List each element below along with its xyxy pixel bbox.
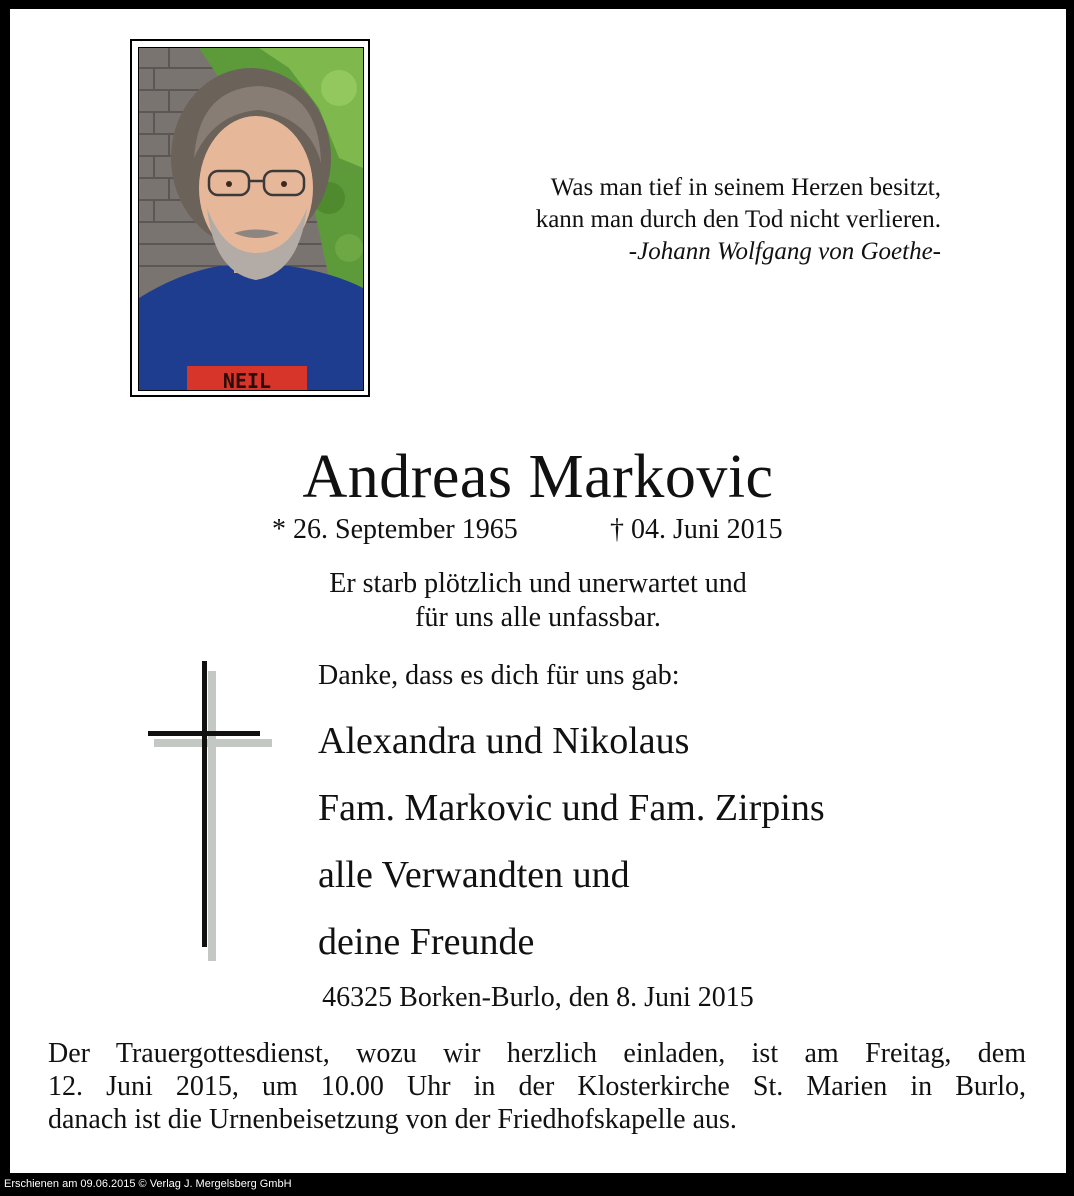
quote-line-2: kann man durch den Tod nicht verlieren. [535, 206, 941, 233]
portrait-photo [138, 47, 364, 391]
publication-footer: Erschienen am 09.06.2015 © Verlag J. Mergelsberg GmbH [4, 1178, 292, 1190]
service-line-1: Der Trauergottesdienst, wozu wir herzlich einladen, ist am Freitag, dem [48, 1038, 1026, 1069]
shirt-text: NEIL [222, 369, 272, 390]
obituary-card [10, 9, 1066, 1173]
portrait-frame [130, 39, 370, 397]
service-line-3: danach ist die Urnenbeisetzung von der Friedhofskapelle aus. [48, 1104, 737, 1135]
mourner-item: alle Verwandten und [318, 854, 630, 896]
death-date: † 04. Juni 2015 [610, 514, 783, 545]
quote [536, 172, 941, 268]
condolence-message [10, 567, 1066, 635]
service-line-2: 12. Juni 2015, um 10.00 Uhr in der Klosterkirche St. Marien in Burlo, [48, 1071, 1026, 1102]
quote-author: -Johann Wolfgang von Goethe- [628, 238, 941, 265]
birth-date: * 26. September 1965 [272, 514, 518, 545]
mourner-item: Alexandra und Nikolaus [318, 720, 690, 762]
thanks-line: Danke, dass es dich für uns gab: [318, 660, 680, 691]
mourners-list [318, 712, 825, 980]
service-info [48, 1037, 1026, 1136]
mourner-item: deine Freunde [318, 921, 535, 963]
mourner-item: Fam. Markovic und Fam. Zirpins [318, 787, 825, 829]
message-line-1: Er starb plötzlich und unerwartet und [329, 568, 747, 599]
place-date: 46325 Borken-Burlo, den 8. Juni 2015 [322, 982, 754, 1013]
quote-line-1: Was man tief in seinem Herzen besitzt, [550, 174, 941, 201]
deceased-name: Andreas Markovic [302, 443, 774, 511]
message-line-2: für uns alle unfassbar. [415, 602, 661, 633]
cross-icon [148, 661, 278, 961]
